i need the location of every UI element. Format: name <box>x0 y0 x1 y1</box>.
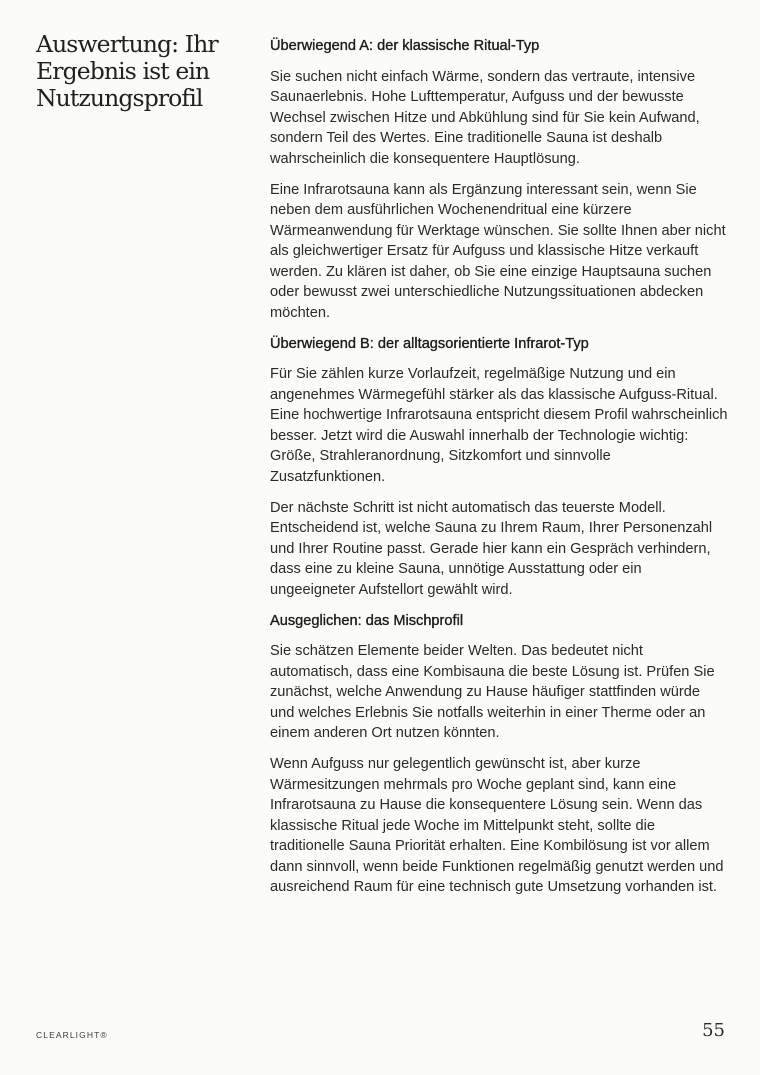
paragraph: Eine Infrarotsauna kann als Ergänzung interessant sein, wenn Sie neben dem ausführlichen Wochenendritual eine kürzere Wärmeanwendung für Werktage wünschen. Sie sollte Ihnen aber nicht als gleichwertiger Ersatz für Aufguss und klassische Hitze verkauft werden. Zu klären ist daher, ob Sie eine einzige Hauptsauna suchen oder bewusst zwei unterschiedliche Nutzungssituationen abdecken möchten. <box>270 181 726 321</box>
page-number: 55 <box>702 1020 725 1041</box>
section-type-b <box>270 334 728 601</box>
section-type-a <box>270 36 728 323</box>
paragraph: Der nächste Schritt ist nicht automatisch das teuerste Modell. Entscheidend ist, welche Sauna zu Ihrem Raum, Ihrer Personenzahl und Ihrer Routine passt. Gerade hier kann ein Gespräch verhindern, dass eine zu kleine Sauna, unnötige Ausstattung oder ein ungeeigneter Aufstellort gewählt wird. <box>270 499 713 598</box>
paragraph: Sie schätzen Elemente beider Welten. Das bedeutet nicht automatisch, dass eine Kombisauna die beste Lösung ist. Prüfen Sie zunächst, welche Anwendung zu Hause häufiger stattfinden würde und welches Erlebnis Sie notfalls weiterhin in einer Therme oder an einem anderen Ort nutzen könnten. <box>270 643 715 741</box>
brand-logo-text: CLEARLIGHT® <box>36 1030 108 1040</box>
section-heading: Ausgeglichen: das Mischprofil <box>270 612 464 629</box>
section-mixed-profile <box>270 611 728 898</box>
paragraph: Für Sie zählen kurze Vorlaufzeit, regelmäßige Nutzung und ein angenehmes Wärmegefühl stärker als das klassische Aufguss-Ritual. Eine hochwertige Infrarotsauna entspricht diesem Profil wahrscheinlich besser. Jetzt wird die Auswahl innerhalb der Technologie wichtig: Größe, Strahleranordnung, Sitzkomfort und sinnvolle Zusatzfunktionen. <box>270 366 728 485</box>
page-title: Auswertung: Ihr Ergebnis ist ein Nutzungsprofil <box>36 30 218 112</box>
paragraph: Wenn Aufguss nur gelegentlich gewünscht ist, aber kurze Wärmesitzungen mehrmals pro Woche geplant sind, kann eine Infrarotsauna zu Hause die konsequentere Lösung sein. Wenn das klassische Ritual jede Woche im Mittelpunkt steht, sollte die traditionelle Sauna Priorität erhalten. Eine Kombilösung ist vor allem dann sinnvoll, wenn beide Funktionen regelmäßig genutzt werden und ausreichend Raum für eine technisch gute Umsetzung vorhanden ist. <box>270 756 724 895</box>
main-content <box>270 36 728 908</box>
paragraph: Sie suchen nicht einfach Wärme, sondern das vertraute, intensive Saunaerlebnis. Hohe Lufttemperatur, Aufguss und der bewusste Wechsel zwischen Hitze und Abkühlung sind für Sie kein Aufwand, sondern Teil des Wertes. Eine traditionelle Sauna ist deshalb wahrscheinlich die konsequentere Hauptlösung. <box>270 68 700 167</box>
section-heading: Überwiegend A: der klassische Ritual-Typ <box>270 38 540 54</box>
section-heading: Überwiegend B: der alltagsorientierte Infrarot-Typ <box>270 335 589 352</box>
